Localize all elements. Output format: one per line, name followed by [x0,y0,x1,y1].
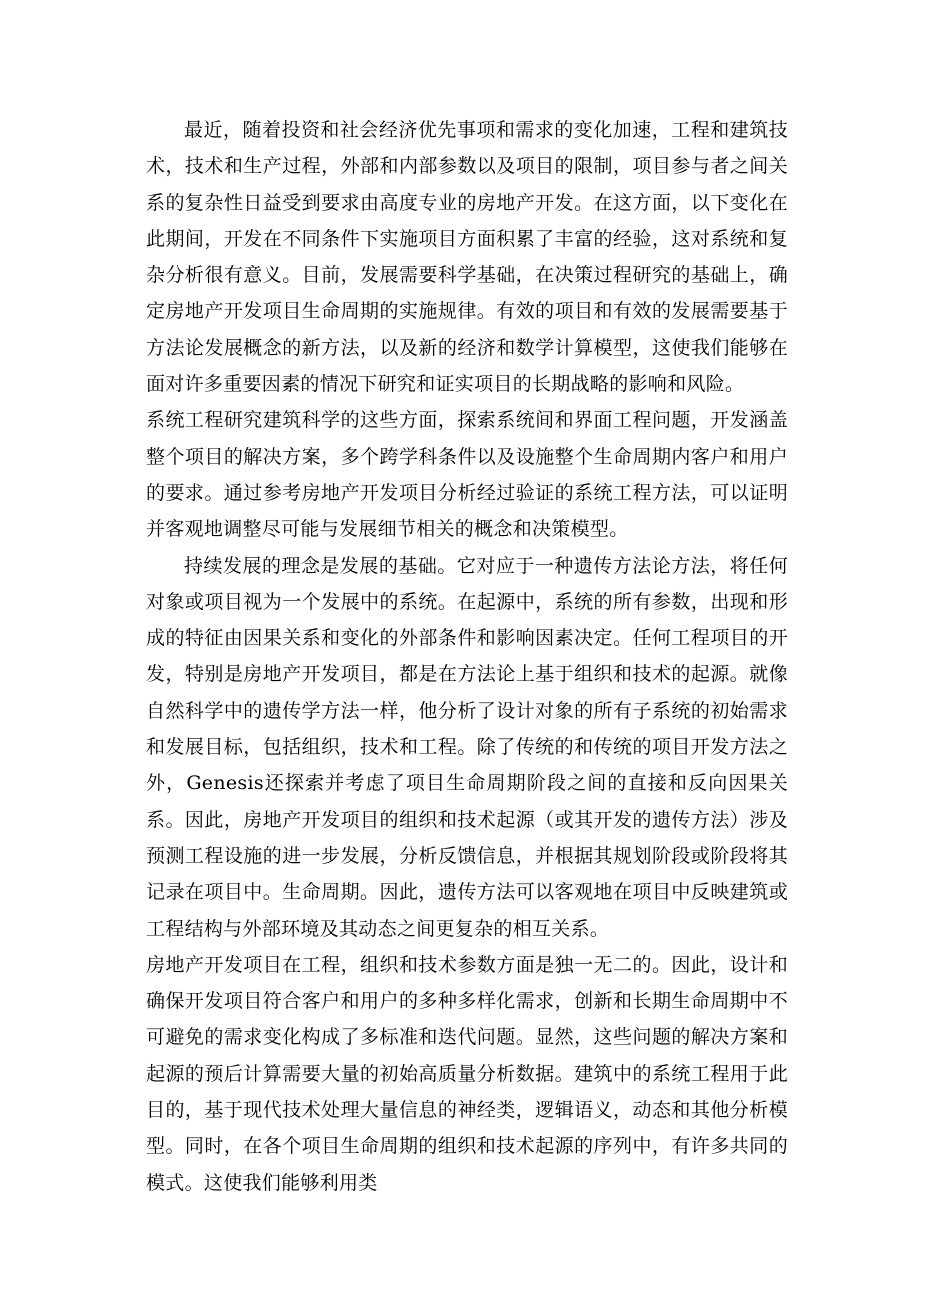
paragraph-2: 系统工程研究建筑科学的这些方面，探索系统间和界面工程问题，开发涵盖整个项目的解决方案，多个跨学科条件以及设施整个生命周期内客户和用户的要求。通过参考房地产开发项目分析经过验证的系统工程方法，可以证明并客观地调整尽可能与发展细节相关的概念和决策模型。 [146,409,788,541]
paragraph-3: 持续发展的理念是发展的基础。它对应于一种遗传方法论方法，将任何对象或项目视为一个发展中的系统。在起源中，系统的所有参数，出现和形成的特征由因果关系和变化的外部条件和影响因素决定。任何工程项目的开发，特别是房地产开发项目，都是在方法论上基于组织和技术的起源。就像自然科学中的遗传学方法一样，他分析了设计对象的所有子系统的初始需求和发展目标，包括组织，技术和工程。除了传统的和传统的项目开发方法之外，Genesis还探索并考虑了项目生命周期阶段之间的直接和反向因果关系。因此，房地产开发项目的组织和技术起源（或其开发的遗传方法）涉及预测工程设施的进一步发展，分析反馈信息，并根据其规划阶段或阶段将其记录在项目中。生命周期。因此，遗传方法可以客观地在项目中反映建筑或工程结构与外部环境及其动态之间更复杂的相互关系。 [146,554,788,940]
paragraph-4: 房地产开发项目在工程，组织和技术参数方面是独一无二的。因此，设计和确保开发项目符合客户和用户的多种多样化需求，创新和长期生命周期中不可避免的需求变化构成了多标准和迭代问题。显然，这些问题的解决方案和起源的预后计算需要大量的初始高质量分析数据。建筑中的系统工程用于此目的，基于现代技术处理大量信息的神经类，逻辑语义，动态和其他分析模型。同时，在各个项目生命周期的组织和技术起源的序列中，有许多共同的模式。这使我们能够利用类 [146,953,788,1194]
paragraph-1: 最近，随着投资和社会经济优先事项和需求的变化加速，工程和建筑技术，技术和生产过程，外部和内部参数以及项目的限制，项目参与者之间关系的复杂性日益受到要求由高度专业的房地产开发。在这方面，以下变化在此期间，开发在不同条件下实施项目方面积累了丰富的经验，这对系统和复杂分析很有意义。目前，发展需要科学基础，在决策过程研究的基础上，确定房地产开发项目生命周期的实施规律。有效的项目和有效的发展需要基于方法论发展概念的新方法，以及新的经济和数学计算模型，这使我们能够在面对许多重要因素的情况下研究和证实项目的长期战略的影响和风险。 [146,119,788,396]
document-page [146,112,788,1201]
